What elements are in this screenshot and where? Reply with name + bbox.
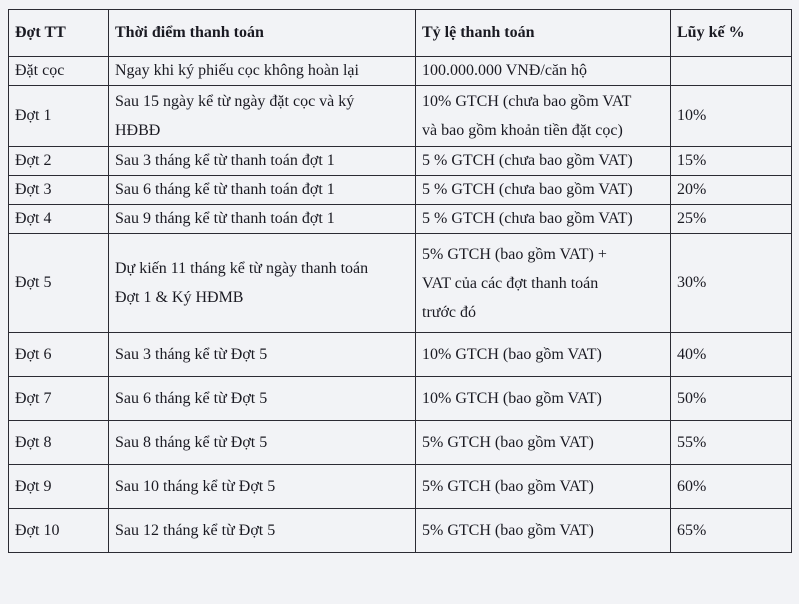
payment-schedule-table [8,9,792,553]
rate-line: 5% GTCH (bao gồm VAT) + [422,245,607,263]
phase-cell: Đợt 6 [9,333,109,377]
rate-line: 5 % GTCH (chưa bao gồm VAT) [422,152,633,169]
cumulative-cell: 50% [671,377,792,421]
timing-line: Sau 3 tháng kể từ Đợt 5 [115,345,268,363]
cumulative-cell: 65% [671,509,792,553]
phase-cell: Đợt 3 [9,176,109,205]
phase-cell: Đợt 8 [9,421,109,465]
phase-cell: Đặt cọc [9,57,109,86]
rate-line: 5 % GTCH (chưa bao gồm VAT) [422,210,633,227]
rate-cell [416,465,671,509]
table-row [9,377,792,421]
cumulative-cell: 30% [671,234,792,333]
timing-line: Sau 12 tháng kể từ Đợt 5 [115,521,276,539]
rate-cell [416,147,671,176]
header-phase: Đợt TT [9,10,109,57]
table-row [9,234,792,333]
timing-cell [109,147,416,176]
header-cumulative: Lũy kế % [671,10,792,57]
timing-cell [109,176,416,205]
phase-cell: Đợt 2 [9,147,109,176]
header-row [9,10,792,57]
rate-line: 10% GTCH (bao gồm VAT) [422,345,602,363]
timing-cell [109,86,416,147]
timing-cell [109,465,416,509]
cumulative-cell: 60% [671,465,792,509]
timing-line: Sau 6 tháng kể từ thanh toán đợt 1 [115,181,335,198]
phase-cell: Đợt 1 [9,86,109,147]
table-row [9,465,792,509]
cumulative-cell: 10% [671,86,792,147]
rate-line: 5 % GTCH (chưa bao gồm VAT) [422,181,633,198]
timing-cell [109,205,416,234]
timing-line: Sau 15 ngày kể từ ngày đặt cọc và ký [115,93,355,110]
rate-line: 100.000.000 VNĐ/căn hộ [422,62,588,79]
rate-cell [416,421,671,465]
rate-cell [416,57,671,86]
phase-cell: Đợt 5 [9,234,109,333]
timing-line: Sau 6 tháng kể từ Đợt 5 [115,389,268,407]
phase-cell: Đợt 4 [9,205,109,234]
rate-line: 10% GTCH (chưa bao gồm VAT [422,93,632,110]
phase-cell: Đợt 10 [9,509,109,553]
timing-line: Dự kiến 11 tháng kể từ ngày thanh toán [115,260,369,277]
timing-line: Đợt 1 & Ký HĐMB [115,289,244,306]
rate-line: 5% GTCH (bao gồm VAT) [422,521,594,539]
rate-cell [416,205,671,234]
timing-line: Sau 9 tháng kể từ thanh toán đợt 1 [115,210,335,227]
table-row [9,86,792,147]
rate-cell [416,377,671,421]
rate-cell [416,333,671,377]
cumulative-cell: 15% [671,147,792,176]
rate-cell [416,86,671,147]
timing-cell [109,234,416,333]
phase-cell: Đợt 7 [9,377,109,421]
rate-line: 5% GTCH (bao gồm VAT) [422,477,594,495]
cumulative-cell [671,57,792,86]
timing-line: Ngay khi ký phiếu cọc không hoàn lại [115,62,359,79]
table-row [9,421,792,465]
cumulative-cell: 40% [671,333,792,377]
table-row [9,57,792,86]
timing-cell [109,57,416,86]
table-row [9,205,792,234]
timing-line: Sau 3 tháng kể từ thanh toán đợt 1 [115,152,335,169]
cumulative-cell: 25% [671,205,792,234]
header-payment-timing: Thời điểm thanh toán [109,10,416,57]
table-row [9,333,792,377]
phase-cell: Đợt 9 [9,465,109,509]
rate-line: và bao gồm khoản tiền đặt cọc) [422,122,623,139]
timing-cell [109,509,416,553]
cumulative-cell: 55% [671,421,792,465]
rate-line: 10% GTCH (bao gồm VAT) [422,389,602,407]
table-row [9,147,792,176]
cumulative-cell: 20% [671,176,792,205]
rate-cell [416,509,671,553]
table-row [9,509,792,553]
rate-line: 5% GTCH (bao gồm VAT) [422,433,594,451]
timing-line: Sau 10 tháng kể từ Đợt 5 [115,477,276,495]
timing-cell [109,377,416,421]
rate-line: trước đó [422,303,477,321]
table-row [9,176,792,205]
rate-cell [416,234,671,333]
timing-cell [109,421,416,465]
timing-line: Sau 8 tháng kể từ Đợt 5 [115,433,268,451]
header-payment-rate: Tỷ lệ thanh toán [416,10,671,57]
rate-line: VAT của các đợt thanh toán [422,274,599,292]
rate-cell [416,176,671,205]
timing-cell [109,333,416,377]
timing-line: HĐBĐ [115,122,161,139]
